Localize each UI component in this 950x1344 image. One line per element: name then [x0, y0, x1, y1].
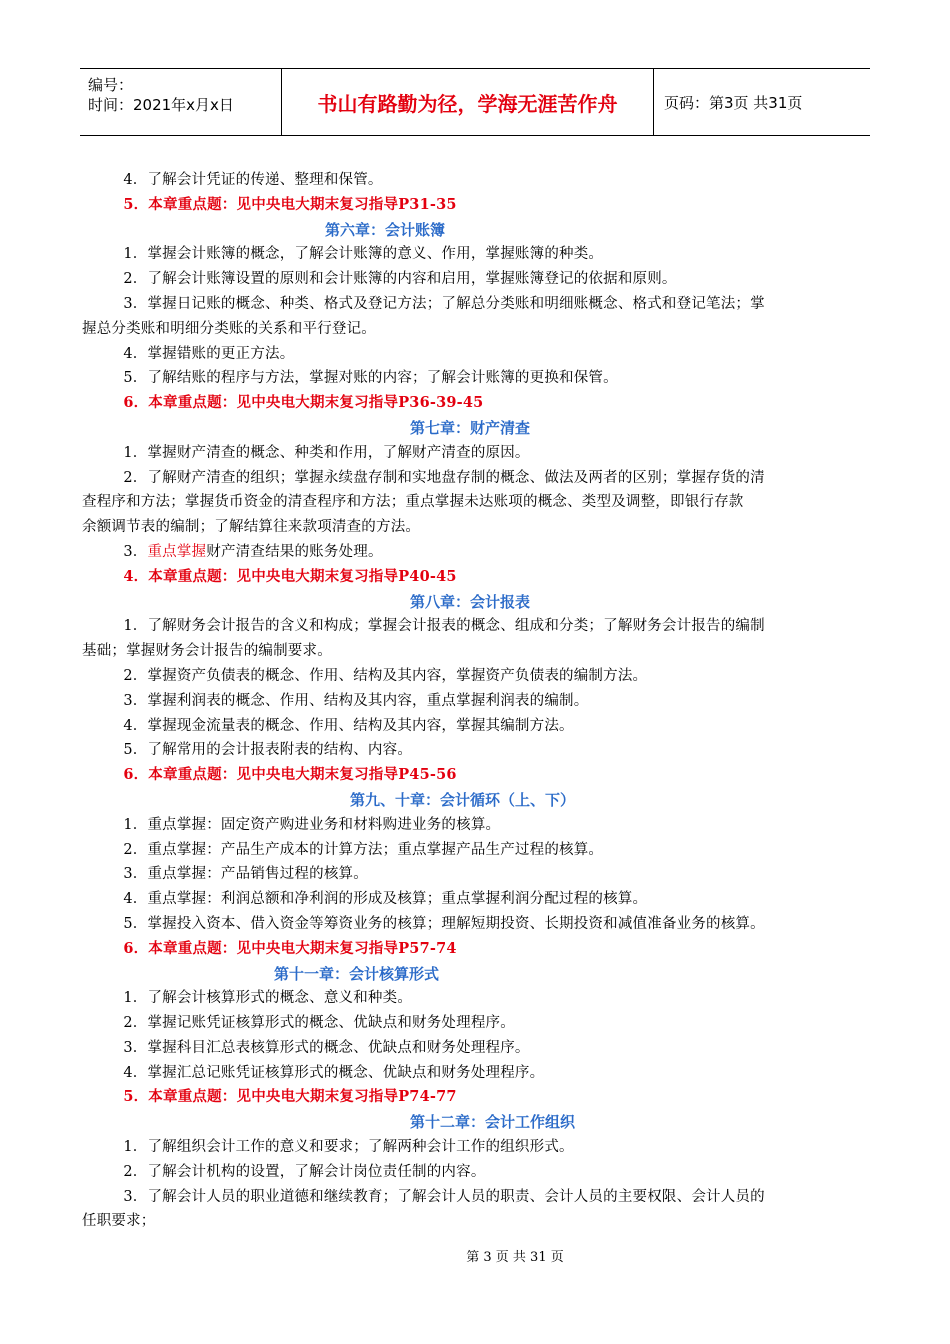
- key-point-line: 6．本章重点题：见中央电大期末复习指导P36-39-45: [123, 394, 484, 412]
- paragraph: 1．了解组织会计工作的意义和要求；了解两种会计工作的组织形式。: [123, 1139, 574, 1156]
- paragraph: 5．掌握投入资本、借入资金等筹资业务的核算；理解短期投资、长期投资和减值准备业务的核算。: [123, 915, 765, 932]
- paragraph: 1．掌握会计账簿的概念，了解会计账簿的意义、作用，掌握账簿的种类。: [123, 246, 604, 263]
- paragraph: 2．了解会计账簿设置的原则和会计账簿的内容和启用，掌握账簿登记的依据和原则。: [123, 271, 677, 288]
- header-motto: 书山有路勤为径，学海无涯苦作舟: [282, 69, 654, 135]
- chapter-heading: 第十二章：会计工作组织: [410, 1113, 576, 1132]
- document-number: 编号：: [88, 76, 134, 94]
- document-date: 时间：2021年x月x日: [88, 96, 234, 114]
- paragraph-continuation: 查程序和方法；掌握货币资金的清查程序和方法；重点掌握未达账项的概念、类型及调整，即银行存款: [82, 494, 744, 511]
- paragraph: 3．了解会计人员的职业道德和继续教育；了解会计人员的职责、会计人员的主要权限、会计人员的: [123, 1188, 765, 1205]
- header-meta: [80, 69, 282, 135]
- paragraph: 1．掌握财产清查的概念、种类和作用，了解财产清查的原因。: [123, 444, 530, 461]
- paragraph: 4．掌握汇总记账凭证核算形式的概念、优缺点和财务处理程序。: [123, 1064, 545, 1081]
- paragraph: 3．掌握利润表的概念、作用、结构及其内容，重点掌握利润表的编制。: [123, 692, 589, 709]
- page-footer: 第 3 页 共 31 页: [466, 1250, 564, 1265]
- paragraph: 4．掌握错账的更正方法。: [123, 345, 295, 362]
- emphasis-text: 重点掌握: [147, 543, 207, 560]
- paragraph-continuation: 余额调节表的编制；了解结算往来款项清查的方法。: [82, 519, 421, 536]
- paragraph: 3．掌握科目汇总表核算形式的概念、优缺点和财务处理程序。: [123, 1039, 530, 1056]
- key-point-line: 5．本章重点题：见中央电大期末复习指导P31-35: [123, 195, 457, 213]
- list-number: 3．: [123, 543, 148, 560]
- paragraph-text: 财产清查结果的账务处理。: [206, 543, 383, 560]
- header-page-info: 页码：第3页 共31页: [664, 93, 803, 112]
- chapter-heading: 第六章：会计账簿: [325, 220, 446, 239]
- document-body: [82, 168, 858, 1234]
- chapter-heading: 第八章：会计报表: [410, 592, 531, 611]
- paragraph: 4．了解会计凭证的传递、整理和保管。: [123, 172, 383, 188]
- paragraph: 5．了解常用的会计报表附表的结构、内容。: [123, 742, 413, 759]
- chapter-heading: 第九、十章：会计循环（上、下）: [350, 790, 576, 809]
- paragraph: [82, 540, 858, 565]
- key-point-line: 6．本章重点题：见中央电大期末复习指导P57-74: [123, 939, 457, 957]
- chapter-heading: 第十一章：会计核算形式: [274, 964, 440, 983]
- paragraph: 2．了解会计机构的设置，了解会计岗位责任制的内容。: [123, 1163, 486, 1180]
- paragraph: 2．重点掌握：产品生产成本的计算方法；重点掌握产品生产过程的核算。: [123, 841, 604, 858]
- key-point-line: 5．本章重点题：见中央电大期末复习指导P74-77: [123, 1088, 457, 1106]
- paragraph: 4．掌握现金流量表的概念、作用、结构及其内容，掌握其编制方法。: [123, 717, 574, 734]
- paragraph-continuation: 基础；掌握财务会计报告的编制要求。: [82, 643, 332, 660]
- paragraph: 2．了解财产清查的组织；掌握永续盘存制和实地盘存制的概念、做法及两者的区别；掌握存货的清: [123, 469, 765, 486]
- key-point-line: 6．本章重点题：见中央电大期末复习指导P45-56: [123, 766, 457, 784]
- paragraph-continuation: 任职要求；: [82, 1213, 156, 1230]
- paragraph: 2．掌握记账凭证核算形式的概念、优缺点和财务处理程序。: [123, 1015, 515, 1032]
- paragraph: 3．掌握日记账的概念、种类、格式及登记方法；了解总分类账和明细账概念、格式和登记笔法；掌: [123, 295, 765, 312]
- page-header: [80, 68, 870, 136]
- key-point-line: 4．本章重点题：见中央电大期末复习指导P40-45: [123, 567, 457, 585]
- paragraph-continuation: 握总分类账和明细分类账的关系和平行登记。: [82, 320, 376, 337]
- paragraph: 1．了解会计核算形式的概念、意义和种类。: [123, 990, 413, 1007]
- paragraph: 5．了解结账的程序与方法，掌握对账的内容；了解会计账簿的更换和保管。: [123, 370, 618, 387]
- chapter-heading: 第七章：财产清查: [410, 418, 531, 437]
- paragraph: 2．掌握资产负债表的概念、作用、结构及其内容，掌握资产负债表的编制方法。: [123, 667, 648, 684]
- paragraph: 1．重点掌握：固定资产购进业务和材料购进业务的核算。: [123, 816, 501, 833]
- paragraph: 3．重点掌握：产品销售过程的核算。: [123, 866, 368, 883]
- paragraph: 1．了解财务会计报告的含义和构成；掌握会计报表的概念、组成和分类；了解财务会计报告的编制: [123, 618, 765, 635]
- paragraph: 4．重点掌握：利润总额和净利润的形成及核算；重点掌握利润分配过程的核算。: [123, 891, 648, 908]
